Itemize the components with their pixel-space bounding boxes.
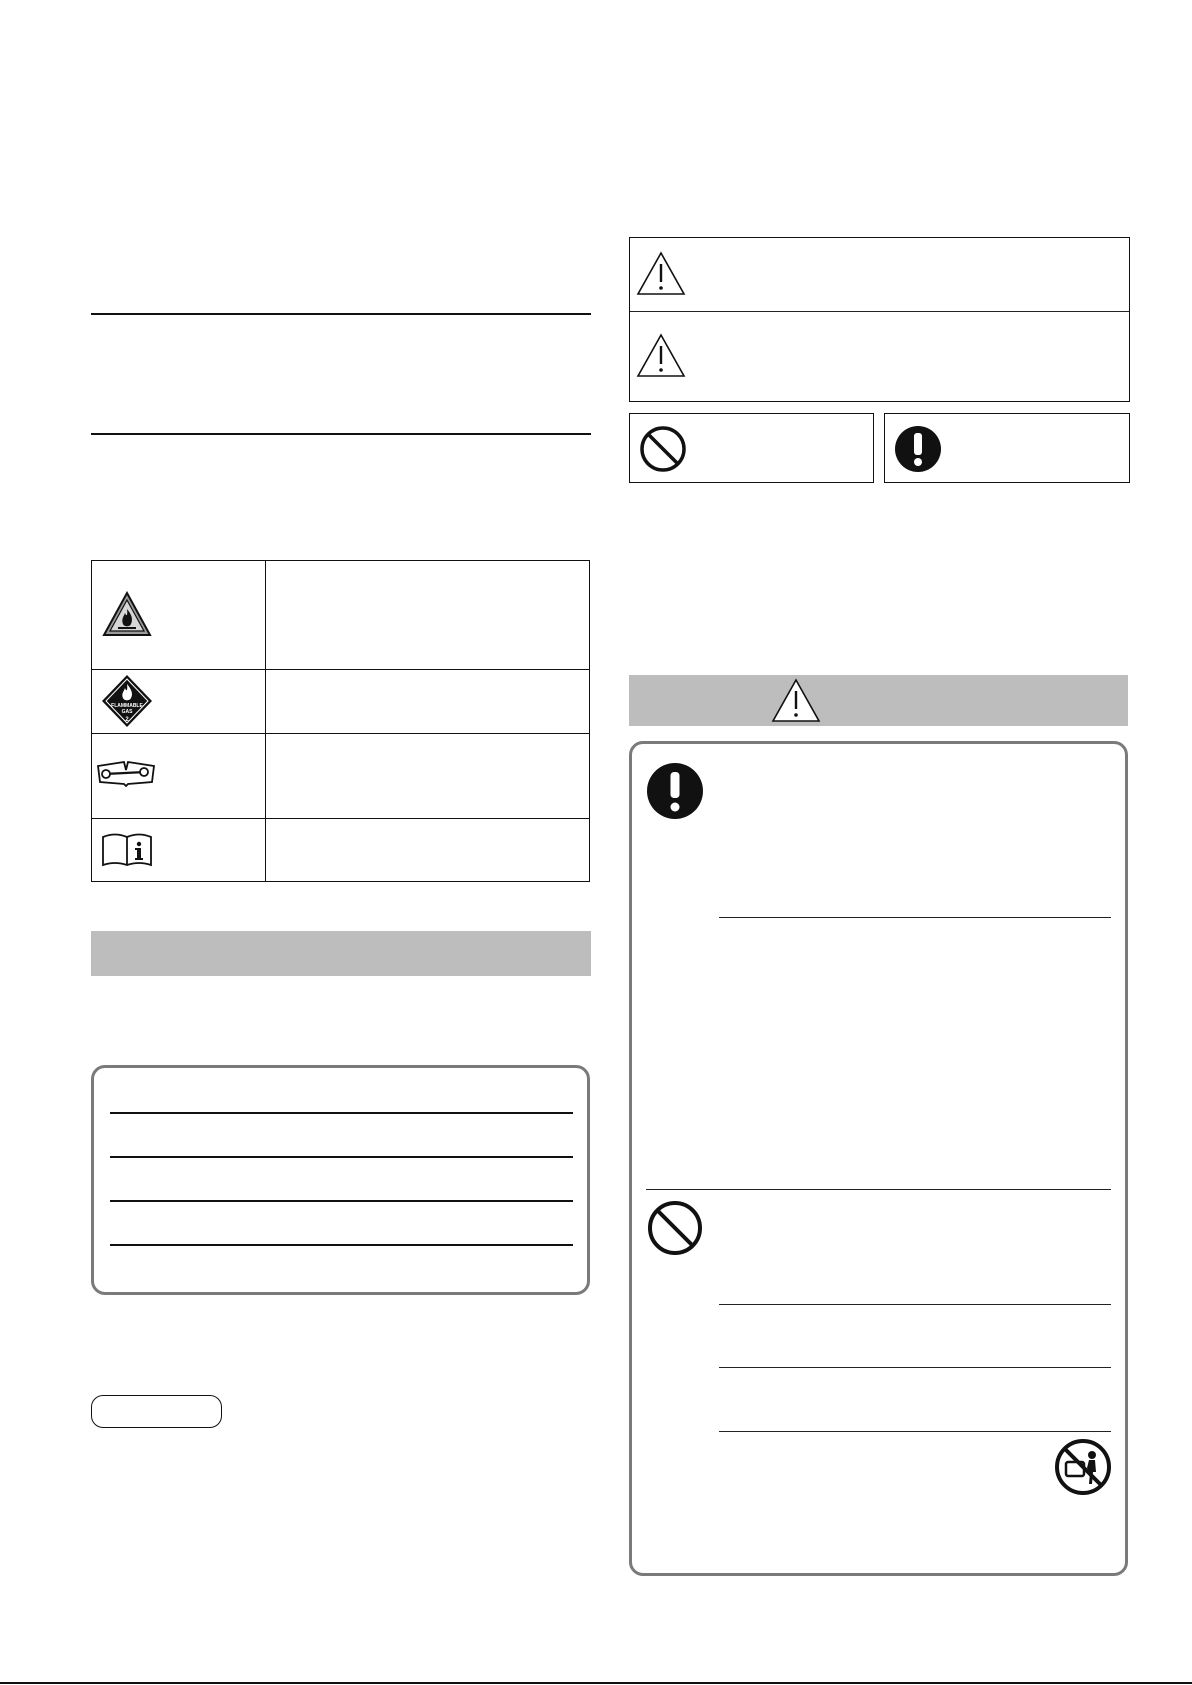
diamond-label-line2: GAS — [121, 709, 133, 715]
section-heading-band — [91, 931, 591, 976]
notice-box-rule — [110, 1200, 573, 1202]
warning-item-rule — [719, 1431, 1111, 1432]
prohibition-circle-icon — [638, 424, 688, 474]
table-row-divider — [92, 669, 589, 670]
notice-box-rule — [110, 1244, 573, 1246]
warning-item-rule — [719, 1304, 1111, 1305]
table-row-divider — [92, 818, 589, 819]
caution-triangle-icon — [636, 251, 686, 296]
warning-item-rule — [719, 1367, 1111, 1368]
page-bottom-rule — [0, 1682, 1192, 1684]
diamond-class-number: 2 — [125, 717, 129, 723]
warning-item-rule — [719, 917, 1111, 918]
symbols-table — [91, 560, 590, 882]
legend-row-divider — [630, 311, 1129, 312]
warning-section-rule — [646, 1189, 1111, 1190]
section-divider-rule — [91, 433, 591, 435]
caution-triangle-icon — [771, 678, 821, 723]
signal-word-legend — [629, 237, 1130, 402]
flammable-gas-class-2-icon — [101, 674, 153, 728]
mandatory-legend-box — [884, 413, 1130, 483]
mandatory-exclamation-icon — [646, 762, 704, 820]
note-pill-label — [91, 1395, 222, 1428]
section-top-rule — [91, 313, 591, 315]
diamond-label-line1: FLAMMABLE — [111, 703, 143, 709]
prohibition-circle-icon — [646, 1199, 704, 1257]
operation-manual-info-book-icon — [101, 831, 153, 867]
warning-heading-band — [629, 675, 1128, 726]
flammable-material-warning-icon — [102, 591, 152, 637]
warning-content-box — [629, 741, 1128, 1576]
notice-box — [91, 1065, 590, 1295]
no-children-access-icon — [1054, 1438, 1112, 1496]
prohibition-legend-box — [629, 413, 874, 483]
notice-box-rule — [110, 1156, 573, 1158]
table-column-divider — [265, 561, 266, 881]
caution-triangle-icon — [636, 333, 686, 378]
table-row-divider — [92, 733, 589, 734]
mandatory-exclamation-icon — [893, 424, 943, 474]
service-manual-wrench-book-icon — [94, 756, 158, 790]
notice-box-rule — [110, 1112, 573, 1114]
